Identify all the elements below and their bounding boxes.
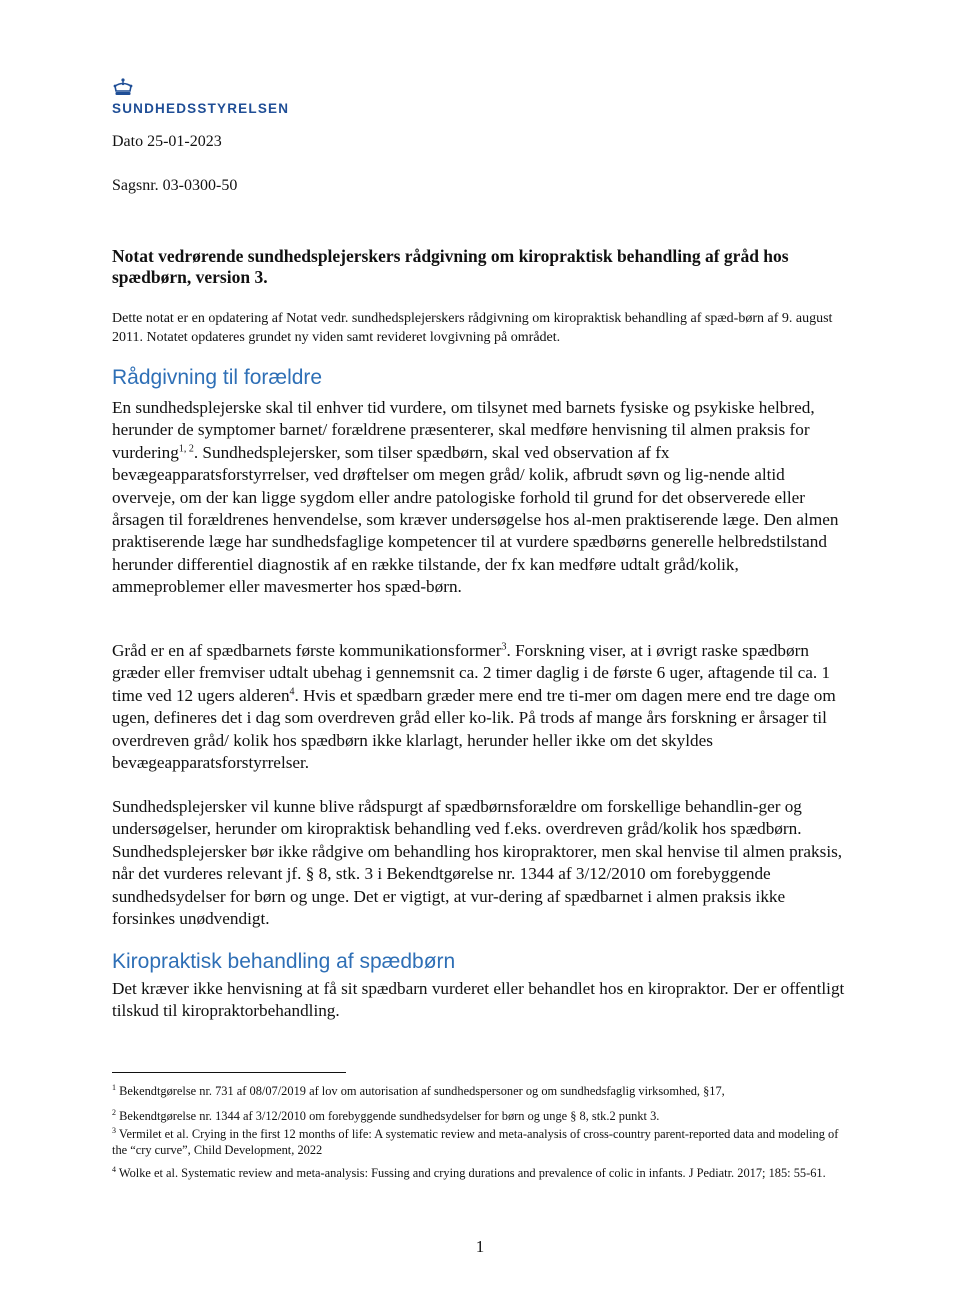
paragraph: Det kræver ikke henvisning at få sit spædbarn vurderet eller behandlet hos en kiropraktor. Der er offentligt tilskud til kiropraktorbehandling. bbox=[112, 979, 845, 1021]
footnote-ref: 3 bbox=[501, 641, 507, 653]
sundhedsstyrelsen-logo bbox=[112, 78, 289, 116]
paragraph-text: . Hvis et spædbarn græder mere end tre ti-mer om dagen mere end tre dage om ugen, defineres det i dag som overdreven gråd eller ko-lik. På trods af mange års forskning er årsager til overdreven gråd/ kolik hos spædbørn ikke klarlagt, herunder heller ikke om det skyldes bevægeapparatsforstyrrelser. bbox=[112, 685, 836, 773]
case-number: Sagsnr. 03-0300-50 bbox=[112, 177, 238, 194]
paragraph-text: En sundhedsplejerske skal til enhver tid vurdere, om tilsynet med barnets fysiske og psykiske helbred, herunder de symptomer barnet/ forældrene præsenterer, skal medføre henvisning til almen praksis for vurdering bbox=[112, 398, 815, 462]
footnote-number: 3 bbox=[112, 1125, 116, 1135]
footnote-number: 1 bbox=[112, 1082, 116, 1092]
paragraph bbox=[112, 640, 852, 774]
page-number: 1 bbox=[475, 1237, 485, 1256]
footnote bbox=[112, 1083, 852, 1099]
paragraph-text: Gråd er en af spædbarnets første kommunikationsformer bbox=[112, 641, 502, 660]
footnote-number: 2 bbox=[112, 1107, 116, 1117]
paragraph: Sundhedsplejersker vil kunne blive rådspurgt af spædbørnsforældre om forskellige behandlin-ger og undersøgelser, herunder om kiropraktisk behandling ved f.eks. overdreven gråd/kolik hos spædbørn. Sundhedsplejersker bør ikke rådgive om behandling hos kiropraktorer, men skal henvise til almen praksis, når det vurderes relevant jf. § 8, stk. 3 i Bekendtgørelse nr. 1344 af 3/12/2010 om forebyggende sundhedsydelser for børn og unge. Det er vigtigt, at vur-dering af spædbarnet i almen praksis ikke forsinkes unødvendigt. bbox=[112, 797, 843, 929]
crown-icon bbox=[112, 78, 134, 98]
footnote-divider bbox=[112, 1072, 346, 1073]
footnote-number: 4 bbox=[112, 1164, 116, 1174]
footnote bbox=[112, 1108, 852, 1124]
footnote-text: Bekendtgørelse nr. 1344 af 3/12/2010 om forebyggende sundhedsydelser for børn og unge § 8, stk.2 punkt 3. bbox=[119, 1109, 660, 1123]
paragraph-text: . Sundhedsplejersker, som tilser spædbørn, skal ved observation af fx bevægeapparatsforstyrrelser, ved drøftelser om megen gråd/ kolik, afbrudt søvn og lig-nende altid overveje, om der kan ligge sygdom eller andre patologiske forhold til grund for det observerede eller årsagen til forældrenes henvendelse, som kræver undersøgelse hos al-men praktiserende læge. Den almen praktiserende læge har sundhedsfaglige kompetencer til at vurdere spædbørns generelle helbredstilstand herunder differentiel diagnostik af en række tilstande, der fx kan medføre udtalt gråd/kolik, ammeproblemer eller mavesmerter hos spæd-børn. bbox=[112, 442, 839, 597]
paragraph bbox=[112, 397, 852, 599]
document-date: Dato 25-01-2023 bbox=[112, 133, 222, 150]
footnote bbox=[112, 1165, 852, 1181]
footnote bbox=[112, 1126, 852, 1158]
paragraph-text: . Forskning viser, at i øvrigt raske spædbørn græder eller fremviser udtalt ubehag i gennemsnit ca. 2 timer daglig i de første 6 uger, aftagende til ca. 1 time ved 12 ugers alderen bbox=[112, 641, 831, 705]
footnote-text: Vermilet et al. Crying in the first 12 months of life: A systematic review and meta-analysis of cross-country parent-reported data and modeling of the “cry curve”, Child Development, 2022 bbox=[112, 1127, 839, 1157]
intro-paragraph: Dette notat er en opdatering af Notat vedr. sundhedsplejerskers rådgivning om kiropraktisk behandling af spæd-børn af 9. august 2011. Notatet opdateres grundet ny viden samt revideret lovgivning på området. bbox=[112, 311, 833, 345]
section-heading-kiropraktisk: Kiropraktisk behandling af spædbørn bbox=[112, 950, 456, 973]
footnote-ref: 1, 2 bbox=[178, 443, 194, 455]
footnote-text: Bekendtgørelse nr. 731 af 08/07/2019 af lov om autorisation af sundhedspersoner og om sundhedsfaglig virksomhed, §17, bbox=[119, 1084, 725, 1098]
document-title: Notat vedrørende sundhedsplejerskers rådgivning om kiropraktisk behandling af gråd hos spædbørn, version 3. bbox=[112, 246, 789, 287]
footnote-text: Wolke et al. Systematic review and meta-analysis: Fussing and crying durations and prevalence of colic in infants. J Pediatr. 2017; 185: 55-61. bbox=[118, 1166, 826, 1180]
footnote-ref: 4 bbox=[289, 686, 295, 698]
logo-text: SUNDHEDSSTYRELSEN bbox=[112, 101, 290, 116]
section-heading-radgivning: Rådgivning til forældre bbox=[112, 366, 323, 389]
